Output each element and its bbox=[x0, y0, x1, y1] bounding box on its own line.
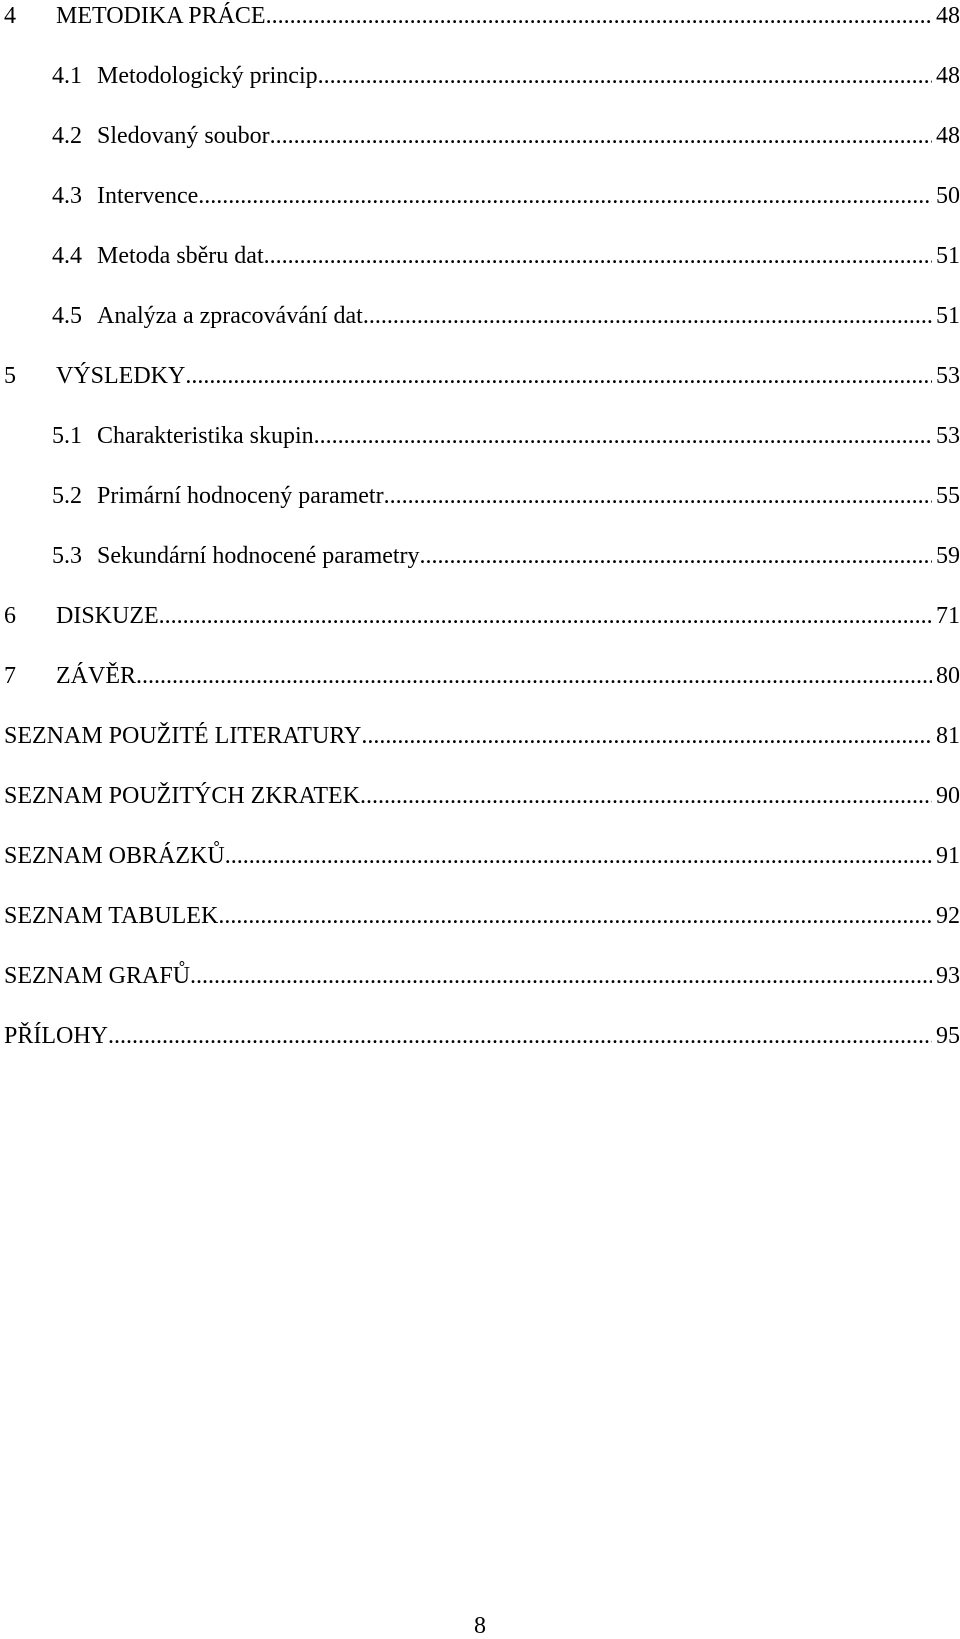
toc-entry-title: SEZNAM GRAFŮ bbox=[4, 963, 191, 989]
toc-entry-number: 4.3 bbox=[52, 183, 82, 209]
toc-entry-page: 48 bbox=[936, 3, 960, 29]
toc-entry-page: 48 bbox=[936, 123, 960, 149]
toc-dot-leader bbox=[314, 420, 932, 452]
toc-entry-title: SEZNAM TABULEK bbox=[4, 903, 219, 929]
toc-dot-leader bbox=[420, 540, 932, 572]
toc-entry-page: 59 bbox=[936, 543, 960, 569]
toc-entry-title: Primární hodnocený parametr bbox=[97, 483, 384, 509]
toc-dot-leader bbox=[361, 720, 932, 752]
toc-dot-leader bbox=[225, 840, 932, 872]
toc-entry-title: SEZNAM POUŽITÉ LITERATURY bbox=[4, 723, 362, 749]
toc-entry-page: 48 bbox=[936, 63, 960, 89]
toc-entry-title: Intervence bbox=[97, 183, 199, 209]
toc-entry-title: Metoda sběru dat bbox=[97, 243, 264, 269]
page-number: 8 bbox=[474, 1613, 486, 1639]
toc-entry-sledovany-soubor[interactable] bbox=[4, 120, 960, 180]
toc-entry-page: 53 bbox=[936, 423, 960, 449]
toc-entry-analyza-a-zpracovavani-dat[interactable] bbox=[4, 300, 960, 360]
toc-entry-number: 5.3 bbox=[52, 543, 82, 569]
toc-entry-intervence[interactable] bbox=[4, 180, 960, 240]
toc-entry-title: SEZNAM POUŽITÝCH ZKRATEK bbox=[4, 783, 360, 809]
toc-entry-seznam-tabulek[interactable] bbox=[4, 900, 960, 960]
toc-entry-prilohy[interactable] bbox=[4, 1020, 960, 1080]
toc-entry-title: Sekundární hodnocené parametry bbox=[97, 543, 420, 569]
toc-entry-title: VÝSLEDKY bbox=[56, 363, 186, 389]
toc-entry-title: Analýza a zpracovávání dat bbox=[97, 303, 363, 329]
toc-entry-page: 53 bbox=[936, 363, 960, 389]
toc-entry-page: 92 bbox=[936, 903, 960, 929]
toc-entry-title: Sledovaný soubor bbox=[97, 123, 270, 149]
toc-entry-seznam-pouzite-literatury[interactable] bbox=[4, 720, 960, 780]
toc-entry-number: 4.5 bbox=[52, 303, 82, 329]
toc-entry-number: 4.4 bbox=[52, 243, 82, 269]
toc-dot-leader bbox=[363, 300, 932, 332]
toc-entry-number: 4.2 bbox=[52, 123, 82, 149]
toc-dot-leader bbox=[384, 480, 932, 512]
toc-dot-leader bbox=[190, 960, 932, 992]
toc-entry-page: 51 bbox=[936, 303, 960, 329]
toc-entry-charakteristika-skupin[interactable] bbox=[4, 420, 960, 480]
toc-dot-leader bbox=[270, 120, 932, 152]
toc-dot-leader bbox=[264, 240, 932, 272]
toc-entry-vysledky[interactable] bbox=[4, 360, 960, 420]
toc-entry-title: METODIKA PRÁCE bbox=[56, 3, 266, 29]
toc-entry-title: Charakteristika skupin bbox=[97, 423, 314, 449]
toc-entry-sekundarni-hodnocene-parametry[interactable] bbox=[4, 540, 960, 600]
toc-entry-number: 4.1 bbox=[52, 63, 82, 89]
toc-dot-leader bbox=[108, 1020, 932, 1052]
toc-entry-page: 55 bbox=[936, 483, 960, 509]
toc-entry-primarni-hodnoceny-parametr[interactable] bbox=[4, 480, 960, 540]
toc-entry-seznam-pouzitych-zkratek[interactable] bbox=[4, 780, 960, 840]
toc-entry-number: 6 bbox=[4, 603, 16, 629]
toc-entry-page: 51 bbox=[936, 243, 960, 269]
toc-dot-leader bbox=[159, 600, 932, 632]
toc-dot-leader bbox=[198, 180, 932, 212]
toc-dot-leader bbox=[136, 660, 932, 692]
toc-dot-leader bbox=[218, 900, 932, 932]
toc-entry-number: 5.2 bbox=[52, 483, 82, 509]
toc-entry-page: 91 bbox=[936, 843, 960, 869]
toc-dot-leader bbox=[360, 780, 932, 812]
toc-entry-page: 81 bbox=[936, 723, 960, 749]
toc-entry-page: 90 bbox=[936, 783, 960, 809]
toc-entry-seznam-grafu[interactable] bbox=[4, 960, 960, 1020]
toc-entry-page: 50 bbox=[936, 183, 960, 209]
toc-entry-page: 71 bbox=[936, 603, 960, 629]
toc-dot-leader bbox=[266, 0, 932, 32]
toc-dot-leader bbox=[318, 60, 932, 92]
toc-entry-page: 93 bbox=[936, 963, 960, 989]
toc-entry-seznam-obrazku[interactable] bbox=[4, 840, 960, 900]
toc-entry-diskuze[interactable] bbox=[4, 600, 960, 660]
toc-entry-metodologicky-princip[interactable] bbox=[4, 60, 960, 120]
toc-entry-number: 5.1 bbox=[52, 423, 82, 449]
toc-entry-title: PŘÍLOHY bbox=[4, 1023, 109, 1049]
table-of-contents bbox=[4, 0, 960, 1080]
toc-entry-metodika-prace[interactable] bbox=[4, 0, 960, 60]
toc-entry-title: Metodologický princip bbox=[97, 63, 318, 89]
toc-entry-metoda-sberu-dat[interactable] bbox=[4, 240, 960, 300]
toc-entry-number: 5 bbox=[4, 363, 16, 389]
toc-entry-title: ZÁVĚR bbox=[56, 663, 136, 689]
toc-entry-page: 95 bbox=[936, 1023, 960, 1049]
toc-entry-number: 4 bbox=[4, 3, 16, 29]
toc-entry-page: 80 bbox=[936, 663, 960, 689]
toc-entry-number: 7 bbox=[4, 663, 16, 689]
toc-entry-zaver[interactable] bbox=[4, 660, 960, 720]
toc-entry-title: DISKUZE bbox=[56, 603, 159, 629]
toc-dot-leader bbox=[185, 360, 932, 392]
toc-entry-title: SEZNAM OBRÁZKŮ bbox=[4, 843, 225, 869]
